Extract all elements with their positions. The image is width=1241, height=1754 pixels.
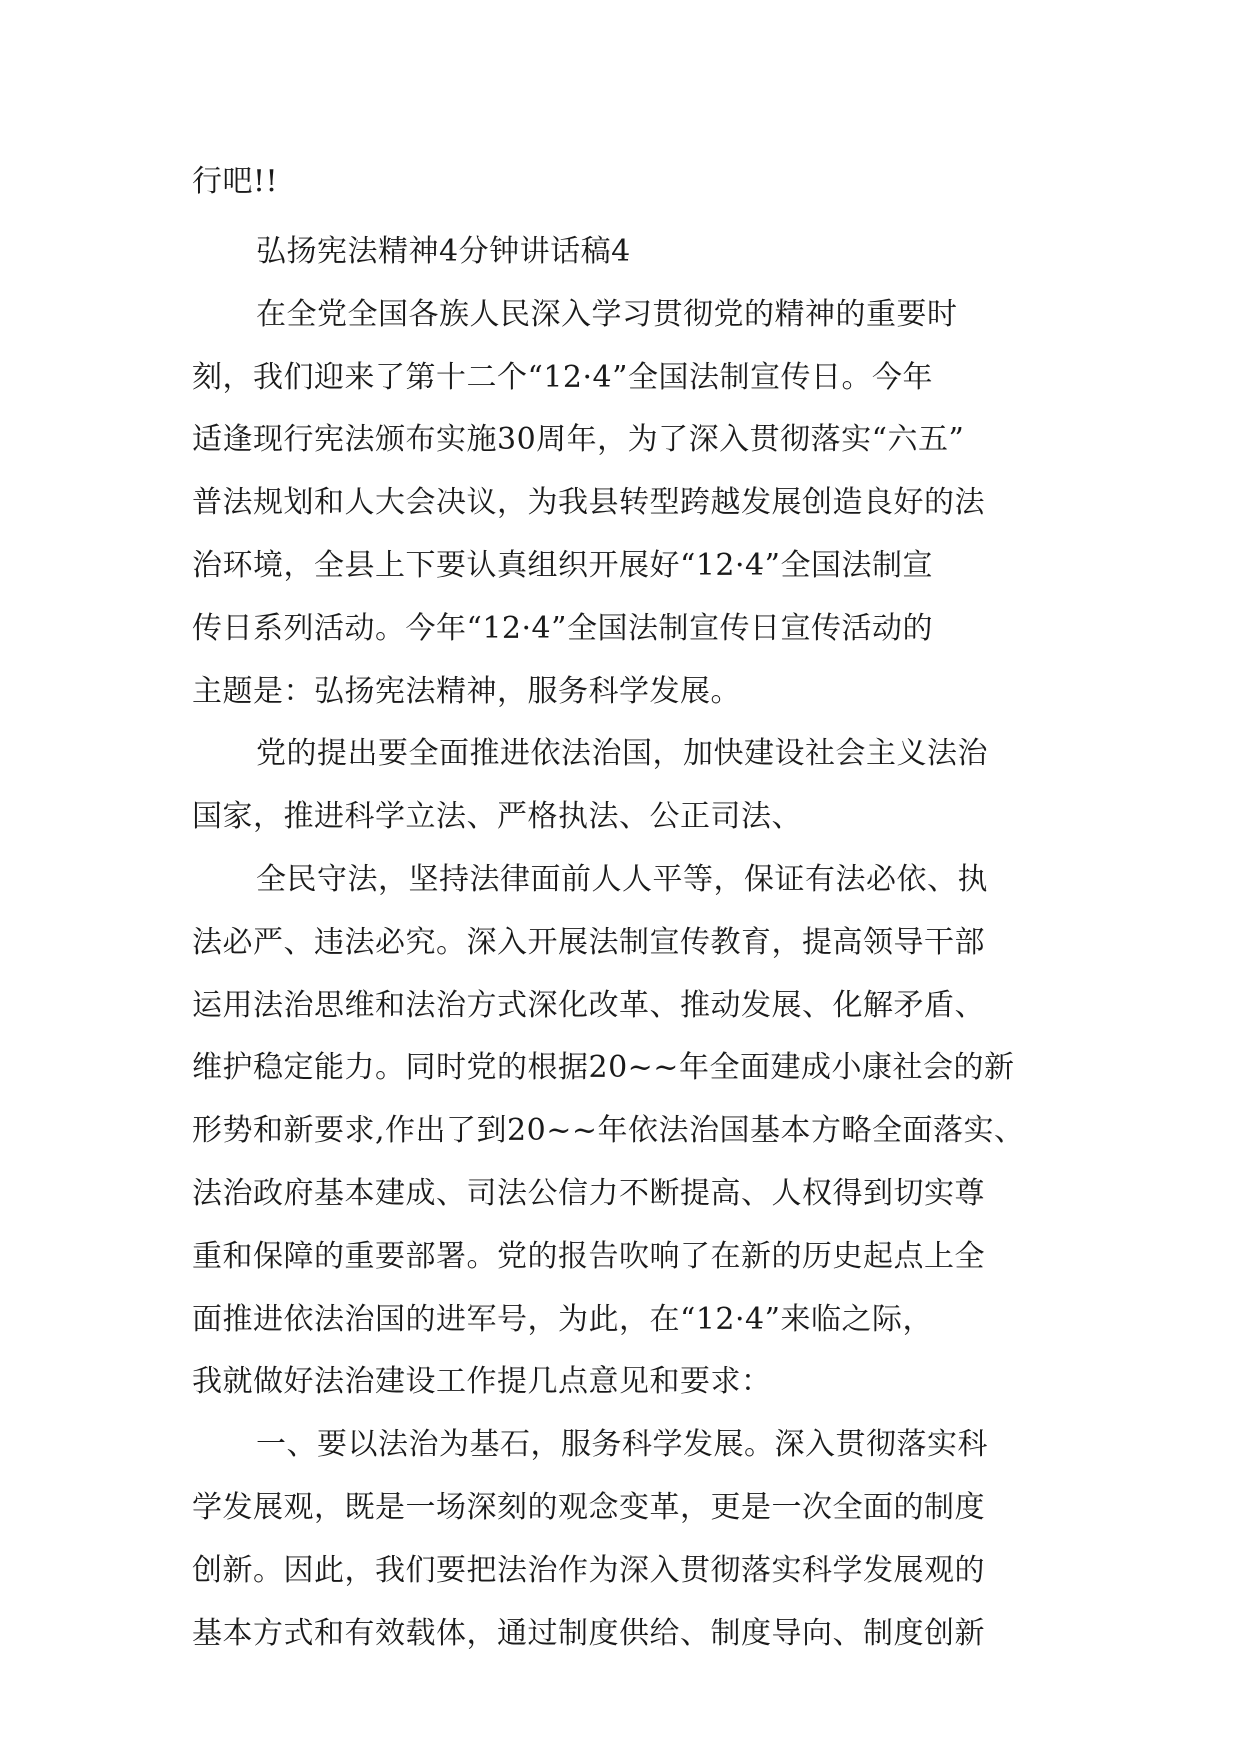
text-line: 适逢现行宪法颁布实施30周年，为了深入贯彻落实“六五” <box>192 422 965 457</box>
text-line: 法必严、违法必究。深入开展法制宣传教育，提高领导干部 <box>192 925 985 960</box>
text-line: 创新。因此，我们要把法治作为深入贯彻落实科学发展观的 <box>192 1553 985 1588</box>
text-line: 普法规划和人大会决议，为我县转型跨越发展创造良好的法 <box>192 485 985 520</box>
text-line: 党的提出要全面推进依法治国，加快建设社会主义法治 <box>256 736 988 771</box>
text-line: 国家，推进科学立法、严格执法、公正司法、 <box>192 799 802 834</box>
text-line: 治环境，全县上下要认真组织开展好“12·4”全国法制宣 <box>192 548 933 583</box>
section-title: 弘扬宪法精神4分钟讲话稿4 <box>256 234 631 269</box>
text-line: 传日系列活动。今年“12·4”全国法制宣传日宣传活动的 <box>192 611 933 646</box>
text-line: 全民守法，坚持法律面前人人平等，保证有法必依、执 <box>256 862 988 897</box>
text-line: 一、要以法治为基石，服务科学发展。深入贯彻落实科 <box>256 1427 988 1462</box>
text-line: 在全党全国各族人民深入学习贯彻党的精神的重要时 <box>256 297 958 332</box>
text-line: 重和保障的重要部署。党的报告吹响了在新的历史起点上全 <box>192 1239 985 1274</box>
text-line: 运用法治思维和法治方式深化改革、推动发展、化解矛盾、 <box>192 988 985 1023</box>
text-line: 面推进依法治国的进军号，为此，在“12·4”来临之际， <box>192 1302 933 1337</box>
text-line: 形势和新要求,作出了到20~~年依法治国基本方略全面落实、 <box>192 1113 1025 1148</box>
text-line: 维护稳定能力。同时党的根据20~~年全面建成小康社会的新 <box>192 1050 1015 1085</box>
text-line: 我就做好法治建设工作提几点意见和要求： <box>192 1364 772 1399</box>
text-line: 刻，我们迎来了第十二个“12·4”全国法制宣传日。今年 <box>192 360 933 395</box>
text-line: 行吧!! <box>192 164 279 199</box>
text-line: 主题是：弘扬宪法精神，服务科学发展。 <box>192 674 741 709</box>
text-line: 学发展观，既是一场深刻的观念变革，更是一次全面的制度 <box>192 1490 985 1525</box>
text-line: 基本方式和有效载体，通过制度供给、制度导向、制度创新 <box>192 1616 985 1651</box>
text-line: 法治政府基本建成、司法公信力不断提高、人权得到切实尊 <box>192 1176 985 1211</box>
